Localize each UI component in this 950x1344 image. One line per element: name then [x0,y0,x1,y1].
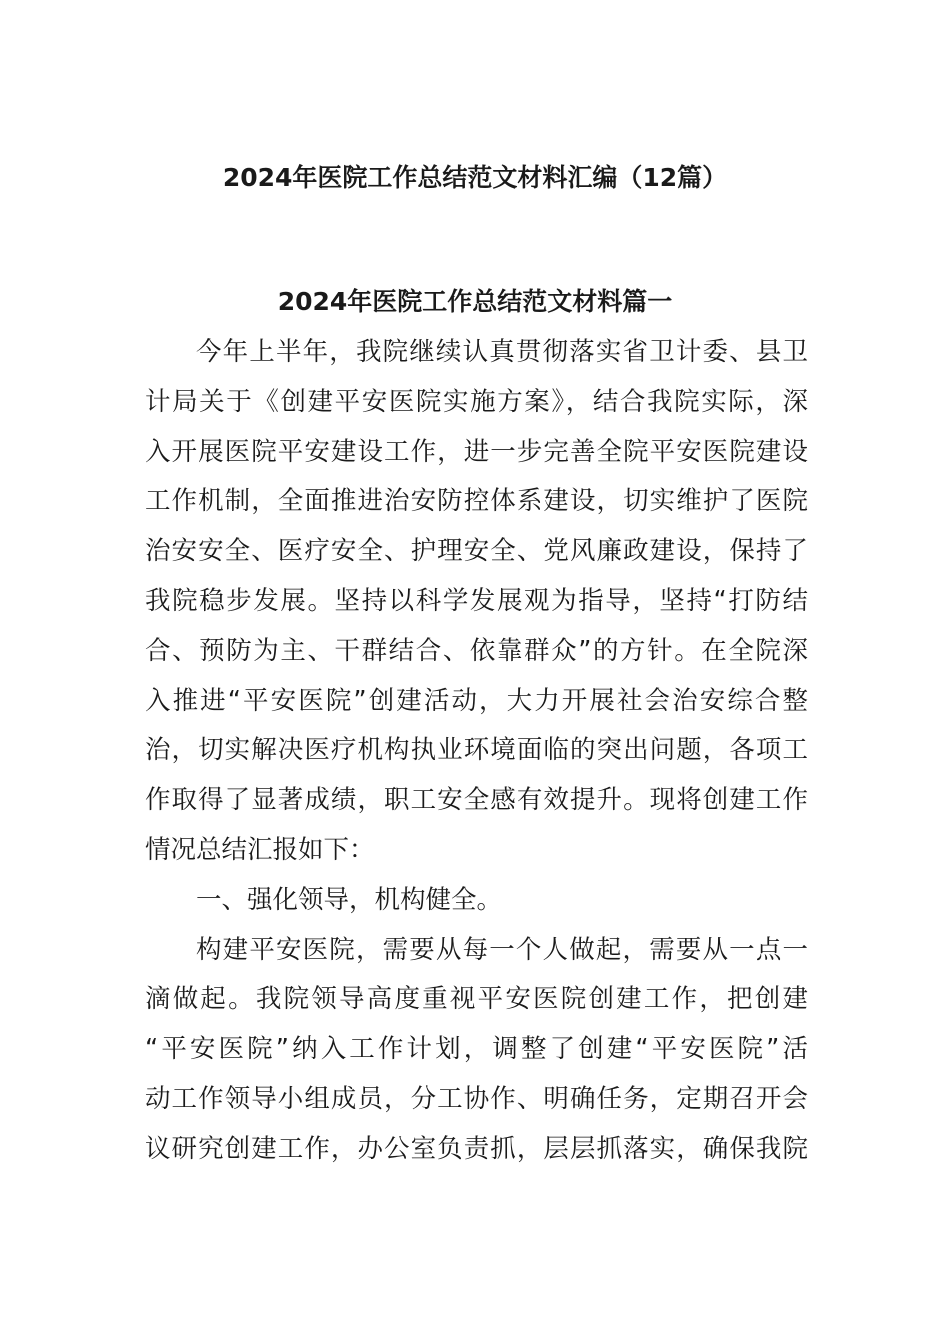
body-line: 我院稳步发展。坚持以科学发展观为指导，坚持“打防结 [145,585,808,616]
body-line: 入推进“平安医院”创建活动，大力开展社会治安综合整 [145,685,808,716]
body-line: 滴做起。我院领导高度重视平安医院创建工作，把创建 [145,984,808,1015]
body-line: 入开展医院平安建设工作，进一步完善全院平安医院建设 [145,436,808,467]
body-line: 动工作领导小组成员，分工协作、明确任务，定期召开会 [145,1083,808,1114]
section-heading-line: 一、强化领导，机构健全。 [196,884,503,915]
body-line: 合、预防为主、干群结合、依靠群众”的方针。在全院深 [145,635,808,666]
body-line: 议研究创建工作，办公室负责抓，层层抓落实，确保我院 [145,1133,808,1164]
document-title: 2024年医院工作总结范文材料汇编（12篇） [222,163,728,192]
body-line: 治安安全、医疗安全、护理安全、党风廉政建设，保持了 [145,536,808,567]
body-line: 计局关于《创建平安医院实施方案》，结合我院实际，深 [145,386,808,417]
body-line: 今年上半年，我院继续认真贯彻落实省卫计委、县卫 [196,337,808,367]
body-line: “平安医院”纳入工作计划，调整了创建“平安医院”活 [145,1034,808,1065]
section-title: 2024年医院工作总结范文材料篇一 [277,287,673,316]
document-body [145,328,808,1175]
body-line: 作取得了显著成绩，职工安全感有效提升。现将创建工作 [145,785,808,816]
body-line: 工作机制，全面推进治安防控体系建设，切实维护了医院 [145,486,808,517]
body-line: 情况总结汇报如下： [145,834,375,865]
body-line: 构建平安医院，需要从每一个人做起，需要从一点一 [196,934,808,965]
body-line: 治，切实解决医疗机构执业环境面临的突出问题，各项工 [145,735,808,766]
